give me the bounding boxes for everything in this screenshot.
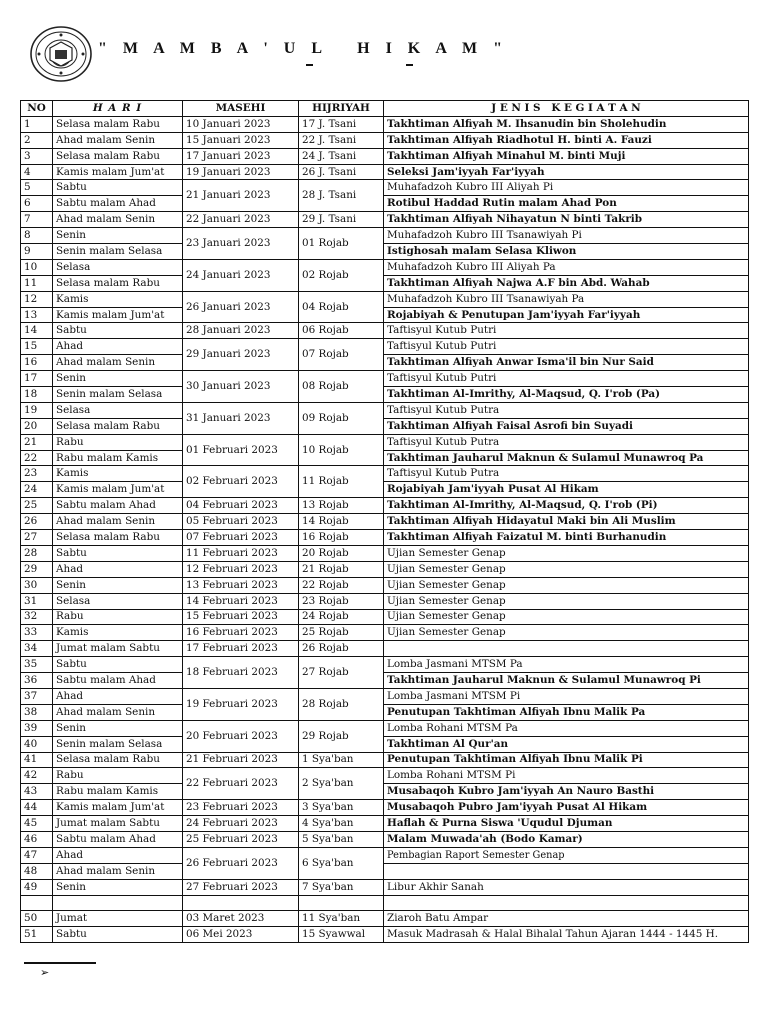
cell-hari: Jumat malam Sabtu [53,816,183,832]
column-header-hijriyah: HIJRIYAH [299,101,384,117]
cell-kegiatan: Penutupan Takhtiman Alfiyah Ibnu Malik Pa [384,704,749,720]
table-row [21,164,749,180]
footnote-line [24,962,96,964]
cell-hijriyah: 1 Sya'ban [299,752,384,768]
cell-no: 3 [21,148,53,164]
cell-hari: Selasa malam Rabu [53,530,183,546]
cell-hari: Senin malam Selasa [53,387,183,403]
table-row [21,800,749,816]
cell-hijriyah: 16 Rojab [299,530,384,546]
table-row [21,847,749,863]
cell-no: 21 [21,434,53,450]
cell-no: 16 [21,355,53,371]
cell-masehi: 17 Februari 2023 [183,641,299,657]
cell-masehi: 10 Januari 2023 [183,116,299,132]
cell-hari: Selasa [53,402,183,418]
cell-hijriyah: 06 Rojab [299,323,384,339]
table-row [21,720,749,736]
cell-masehi: 26 Februari 2023 [183,847,299,879]
cell-kegiatan: Lomba Jasmani MTSM Pi [384,688,749,704]
cell-masehi: 22 Februari 2023 [183,768,299,800]
cell-hijriyah: 11 Rojab [299,466,384,498]
cell-hari: Selasa malam Rabu [53,116,183,132]
table-row [21,466,749,482]
cell-masehi: 03 Maret 2023 [183,911,299,927]
table-row [21,831,749,847]
cell-masehi: 21 Februari 2023 [183,752,299,768]
cell-kegiatan [384,641,749,657]
title-underline-mark [406,64,413,66]
cell-hijriyah: 20 Rojab [299,545,384,561]
cell-no: 12 [21,291,53,307]
cell-masehi: 27 Februari 2023 [183,879,299,895]
cell-no: 4 [21,164,53,180]
cell-hari: Ahad malam Senin [53,355,183,371]
cell-hijriyah: 02 Rojab [299,259,384,291]
cell-hijriyah: 25 Rojab [299,625,384,641]
cell-masehi: 20 Februari 2023 [183,720,299,752]
cell-kegiatan: Takhtiman Alfiyah Najwa A.F bin Abd. Wahab [384,275,749,291]
footnote-arrow-icon: ➢ [40,966,50,979]
cell-hari: Senin [53,371,183,387]
cell-hijriyah: 6 Sya'ban [299,847,384,879]
cell-hijriyah: 26 Rojab [299,641,384,657]
cell-masehi: 24 Februari 2023 [183,816,299,832]
cell-hari: Ahad malam Senin [53,212,183,228]
cell-hari: Kamis malam Jum'at [53,164,183,180]
cell-kegiatan: Takhtiman Alfiyah M. Ihsanudin bin Sholehudin [384,116,749,132]
cell-no: 6 [21,196,53,212]
table-row [21,434,749,450]
cell-kegiatan: Takhtiman Alfiyah Hidayatul Maki bin Ali Muslim [384,514,749,530]
cell-no: 17 [21,371,53,387]
cell-hari: Senin malam Selasa [53,244,183,260]
table-row [21,768,749,784]
cell-hari: Jumat malam Sabtu [53,641,183,657]
cell-kegiatan [384,863,749,879]
table-row [21,688,749,704]
cell-hijriyah: 13 Rojab [299,498,384,514]
cell-no: 29 [21,561,53,577]
cell-hari: Jumat [53,911,183,927]
cell-kegiatan [384,895,749,911]
cell-hijriyah: 08 Rojab [299,371,384,403]
table-header-row [21,101,749,117]
cell-no: 8 [21,228,53,244]
cell-no: 2 [21,132,53,148]
cell-hari: Kamis [53,466,183,482]
cell-kegiatan: Lomba Rohani MTSM Pa [384,720,749,736]
cell-hari: Selasa malam Rabu [53,752,183,768]
cell-no: 9 [21,244,53,260]
cell-hari: Senin [53,228,183,244]
cell-hijriyah: 28 Rojab [299,688,384,720]
cell-kegiatan: Rotibul Haddad Rutin malam Ahad Pon [384,196,749,212]
table-row [21,561,749,577]
cell-no: 18 [21,387,53,403]
cell-kegiatan: Taftisyul Kutub Putri [384,371,749,387]
cell-no: 28 [21,545,53,561]
cell-masehi: 30 Januari 2023 [183,371,299,403]
cell-kegiatan: Masuk Madrasah & Halal Bihalal Tahun Ajaran 1444 - 1445 H. [384,927,749,943]
cell-no: 51 [21,927,53,943]
cell-masehi: 11 Februari 2023 [183,545,299,561]
table-row [21,863,749,879]
cell-hijriyah: 01 Rojab [299,228,384,260]
cell-hijriyah: 24 Rojab [299,609,384,625]
column-header-masehi: MASEHI [183,101,299,117]
cell-no: 13 [21,307,53,323]
cell-masehi: 16 Februari 2023 [183,625,299,641]
cell-no: 50 [21,911,53,927]
cell-hijriyah: 11 Sya'ban [299,911,384,927]
cell-hijriyah: 07 Rojab [299,339,384,371]
cell-masehi: 06 Mei 2023 [183,927,299,943]
cell-no: 45 [21,816,53,832]
cell-no: 36 [21,673,53,689]
table-row [21,593,749,609]
cell-hari: Selasa [53,259,183,275]
cell-kegiatan: Takhtiman Al-Imrithy, Al-Maqsud, Q. I'rob (Pi) [384,498,749,514]
cell-kegiatan: Libur Akhir Sanah [384,879,749,895]
table-row [21,704,749,720]
table-row [21,212,749,228]
table-row [21,291,749,307]
cell-no: 7 [21,212,53,228]
cell-kegiatan: Takhtiman Alfiyah Faisal Asrofi bin Suyadi [384,418,749,434]
cell-masehi: 18 Februari 2023 [183,657,299,689]
table-row [21,402,749,418]
cell-no: 20 [21,418,53,434]
table-row [21,482,749,498]
cell-no: 35 [21,657,53,673]
cell-kegiatan: Seleksi Jam'iyyah Far'iyyah [384,164,749,180]
cell-hari: Ahad malam Senin [53,863,183,879]
table-row [21,228,749,244]
cell-masehi: 19 Januari 2023 [183,164,299,180]
cell-hijriyah: 09 Rojab [299,402,384,434]
cell-hijriyah: 04 Rojab [299,291,384,323]
table-row [21,911,749,927]
cell-kegiatan: Takhtiman Al Qur'an [384,736,749,752]
cell-hari: Rabu [53,609,183,625]
cell-hari: Rabu [53,768,183,784]
cell-hijriyah: 7 Sya'ban [299,879,384,895]
cell-no: 19 [21,402,53,418]
table-row [21,355,749,371]
cell-hari: Sabtu malam Ahad [53,196,183,212]
table-row [21,545,749,561]
cell-hari: Senin [53,720,183,736]
column-header-no: NO [21,101,53,117]
cell-no: 25 [21,498,53,514]
cell-masehi: 02 Februari 2023 [183,466,299,498]
cell-kegiatan: Istighosah malam Selasa Kliwon [384,244,749,260]
table-row [21,307,749,323]
cell-hari [53,895,183,911]
school-logo [30,26,92,82]
cell-hari: Kamis malam Jum'at [53,482,183,498]
cell-no: 5 [21,180,53,196]
table-row [21,450,749,466]
cell-hari: Selasa malam Rabu [53,275,183,291]
cell-hijriyah: 5 Sya'ban [299,831,384,847]
cell-no: 48 [21,863,53,879]
cell-no: 23 [21,466,53,482]
cell-hari: Kamis malam Jum'at [53,307,183,323]
cell-no: 1 [21,116,53,132]
cell-hari: Ahad malam Senin [53,514,183,530]
cell-hijriyah: 2 Sya'ban [299,768,384,800]
cell-hijriyah: 10 Rojab [299,434,384,466]
cell-hijriyah: 29 J. Tsani [299,212,384,228]
cell-masehi: 24 Januari 2023 [183,259,299,291]
table-row [21,577,749,593]
cell-kegiatan: Ujian Semester Genap [384,561,749,577]
cell-no [21,895,53,911]
cell-no: 15 [21,339,53,355]
table-row [21,498,749,514]
cell-kegiatan: Takhtiman Alfiyah Faizatul M. binti Burhanudin [384,530,749,546]
cell-kegiatan: Muhafadzoh Kubro III Tsanawiyah Pa [384,291,749,307]
cell-hari: Sabtu malam Ahad [53,831,183,847]
cell-masehi: 19 Februari 2023 [183,688,299,720]
cell-masehi: 04 Februari 2023 [183,498,299,514]
cell-hari: Sabtu malam Ahad [53,498,183,514]
cell-no: 31 [21,593,53,609]
cell-no: 40 [21,736,53,752]
table-row [21,148,749,164]
cell-no: 11 [21,275,53,291]
cell-kegiatan: Takhtiman Jauharul Maknun & Sulamul Munawroq Pi [384,673,749,689]
cell-hijriyah: 26 J. Tsani [299,164,384,180]
cell-masehi: 17 Januari 2023 [183,148,299,164]
cell-hijriyah: 17 J. Tsani [299,116,384,132]
cell-hari: Kamis [53,625,183,641]
cell-kegiatan: Lomba Jasmani MTSM Pa [384,657,749,673]
table-row [21,180,749,196]
cell-hari: Ahad [53,688,183,704]
cell-kegiatan: Takhtiman Alfiyah Nihayatun N binti Takrib [384,212,749,228]
cell-no: 30 [21,577,53,593]
cell-hari: Ahad [53,339,183,355]
cell-kegiatan: Ujian Semester Genap [384,593,749,609]
cell-no: 14 [21,323,53,339]
table-row [21,657,749,673]
cell-no: 38 [21,704,53,720]
cell-kegiatan: Taftisyul Kutub Putra [384,402,749,418]
table-row [21,371,749,387]
column-header-hari: H A R I [53,101,183,117]
cell-hari: Ahad malam Senin [53,132,183,148]
cell-hijriyah: 24 J. Tsani [299,148,384,164]
table-row [21,132,749,148]
cell-kegiatan: Malam Muwada'ah (Bodo Kamar) [384,831,749,847]
table-row [21,116,749,132]
cell-hijriyah: 22 Rojab [299,577,384,593]
table-row [21,673,749,689]
cell-masehi: 22 Januari 2023 [183,212,299,228]
cell-kegiatan: Taftisyul Kutub Putri [384,339,749,355]
table-row [21,387,749,403]
cell-kegiatan: Rojabiyah Jam'iyyah Pusat Al Hikam [384,482,749,498]
cell-kegiatan: Taftisyul Kutub Putra [384,466,749,482]
cell-hari: Senin malam Selasa [53,736,183,752]
cell-no: 43 [21,784,53,800]
cell-no: 37 [21,688,53,704]
table-row [21,895,749,911]
cell-hari: Sabtu [53,545,183,561]
cell-hijriyah: 4 Sya'ban [299,816,384,832]
cell-hijriyah: 14 Rojab [299,514,384,530]
cell-hijriyah: 27 Rojab [299,657,384,689]
cell-hari: Sabtu [53,323,183,339]
cell-hijriyah: 3 Sya'ban [299,800,384,816]
cell-no: 46 [21,831,53,847]
cell-no: 47 [21,847,53,863]
table-row [21,641,749,657]
cell-kegiatan: Ujian Semester Genap [384,577,749,593]
cell-masehi: 23 Februari 2023 [183,800,299,816]
cell-masehi: 05 Februari 2023 [183,514,299,530]
cell-masehi: 13 Februari 2023 [183,577,299,593]
table-row [21,196,749,212]
cell-no: 42 [21,768,53,784]
cell-no: 44 [21,800,53,816]
cell-hijriyah [299,895,384,911]
cell-masehi: 28 Januari 2023 [183,323,299,339]
cell-masehi: 25 Februari 2023 [183,831,299,847]
cell-hijriyah: 22 J. Tsani [299,132,384,148]
cell-no: 39 [21,720,53,736]
cell-no: 10 [21,259,53,275]
table-row [21,323,749,339]
cell-no: 49 [21,879,53,895]
cell-kegiatan: Takhtiman Alfiyah Anwar Isma'il bin Nur Said [384,355,749,371]
cell-no: 22 [21,450,53,466]
cell-hijriyah: 15 Syawwal [299,927,384,943]
cell-kegiatan: Ujian Semester Genap [384,545,749,561]
cell-masehi: 23 Januari 2023 [183,228,299,260]
table-row [21,530,749,546]
cell-hari: Kamis malam Jum'at [53,800,183,816]
cell-kegiatan: Muhafadzoh Kubro III Tsanawiyah Pi [384,228,749,244]
cell-hari: Rabu [53,434,183,450]
cell-hari: Ahad malam Senin [53,704,183,720]
column-header-kegiatan: J E N I S K E G I A T A N [384,101,749,117]
cell-hari: Sabtu [53,180,183,196]
cell-masehi: 12 Februari 2023 [183,561,299,577]
cell-masehi: 26 Januari 2023 [183,291,299,323]
cell-kegiatan: Haflah & Purna Siswa 'Uqudul Djuman [384,816,749,832]
table-row [21,784,749,800]
cell-kegiatan: Takhtiman Alfiyah Minahul M. binti Muji [384,148,749,164]
cell-masehi: 14 Februari 2023 [183,593,299,609]
cell-masehi: 29 Januari 2023 [183,339,299,371]
table-row [21,418,749,434]
cell-kegiatan: Taftisyul Kutub Putri [384,323,749,339]
cell-no: 26 [21,514,53,530]
cell-hari: Ahad [53,561,183,577]
cell-kegiatan: Pembagian Raport Semester Genap [384,847,749,863]
cell-hari: Senin [53,577,183,593]
cell-hari: Sabtu malam Ahad [53,673,183,689]
table-row [21,752,749,768]
cell-kegiatan: Rojabiyah & Penutupan Jam'iyyah Far'iyyah [384,307,749,323]
cell-kegiatan: Lomba Rohani MTSM Pi [384,768,749,784]
cell-masehi: 15 Februari 2023 [183,609,299,625]
table-row [21,625,749,641]
cell-hijriyah: 29 Rojab [299,720,384,752]
cell-hari: Selasa malam Rabu [53,418,183,434]
cell-kegiatan: Taftisyul Kutub Putra [384,434,749,450]
table-row [21,736,749,752]
cell-kegiatan: Ujian Semester Genap [384,609,749,625]
cell-hari: Kamis [53,291,183,307]
cell-hari: Sabtu [53,927,183,943]
cell-hari: Rabu malam Kamis [53,784,183,800]
cell-masehi: 01 Februari 2023 [183,434,299,466]
cell-kegiatan: Muhafadzoh Kubro III Aliyah Pi [384,180,749,196]
table-row [21,275,749,291]
cell-masehi: 31 Januari 2023 [183,402,299,434]
cell-kegiatan: Musabaqoh Pubro Jam'iyyah Pusat Al Hikam [384,800,749,816]
cell-hijriyah: 23 Rojab [299,593,384,609]
cell-no: 33 [21,625,53,641]
cell-no: 32 [21,609,53,625]
cell-hijriyah: 28 J. Tsani [299,180,384,212]
cell-hari: Sabtu [53,657,183,673]
cell-kegiatan: Takhtiman Al-Imrithy, Al-Maqsud, Q. I'rob (Pa) [384,387,749,403]
cell-masehi: 21 Januari 2023 [183,180,299,212]
cell-hari: Rabu malam Kamis [53,450,183,466]
cell-kegiatan: Takhtiman Jauharul Maknun & Sulamul Munawroq Pa [384,450,749,466]
table-row [21,879,749,895]
cell-masehi: 15 Januari 2023 [183,132,299,148]
cell-hari: Selasa malam Rabu [53,148,183,164]
cell-hari: Ahad [53,847,183,863]
cell-no: 34 [21,641,53,657]
cell-no: 24 [21,482,53,498]
table-row [21,514,749,530]
table-row [21,259,749,275]
table-row [21,927,749,943]
cell-kegiatan: Ziaroh Batu Ampar [384,911,749,927]
schedule-table [20,100,749,943]
cell-hijriyah: 21 Rojab [299,561,384,577]
cell-no: 27 [21,530,53,546]
cell-kegiatan: Musabaqoh Kubro Jam'iyyah An Nauro Basthi [384,784,749,800]
cell-masehi [183,895,299,911]
title-underline-mark [306,64,313,66]
cell-hari: Selasa [53,593,183,609]
table-row [21,609,749,625]
page-title: " M A M B A ' U L H I K A M " [98,40,509,57]
cell-kegiatan: Takhtiman Alfiyah Riadhotul H. binti A. Fauzi [384,132,749,148]
cell-kegiatan: Penutupan Takhtiman Alfiyah Ibnu Malik Pi [384,752,749,768]
table-row [21,244,749,260]
cell-no: 41 [21,752,53,768]
cell-kegiatan: Ujian Semester Genap [384,625,749,641]
cell-kegiatan: Muhafadzoh Kubro III Aliyah Pa [384,259,749,275]
cell-hari: Senin [53,879,183,895]
cell-masehi: 07 Februari 2023 [183,530,299,546]
table-row [21,816,749,832]
table-row [21,339,749,355]
